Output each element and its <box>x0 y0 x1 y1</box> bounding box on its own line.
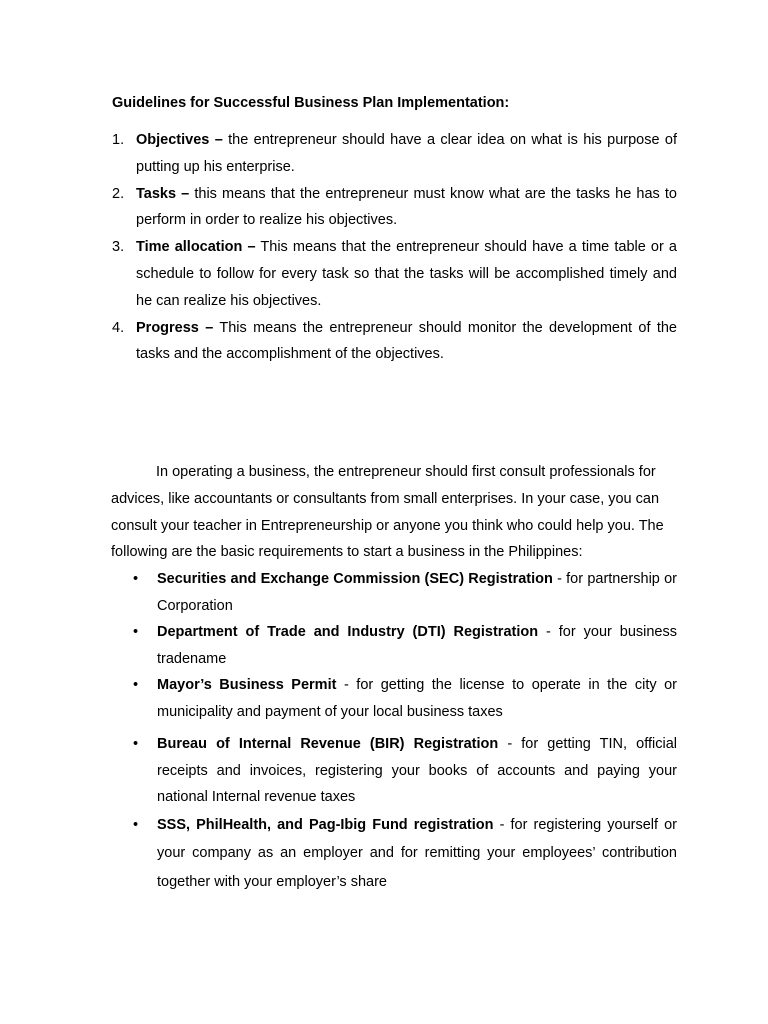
list-item-term: Objectives – <box>136 132 223 148</box>
bullet-marker: • <box>133 677 139 693</box>
section-heading: Guidelines for Successful Business Plan Implementation: <box>112 95 510 111</box>
intro-paragraph: In operating a business, the entrepreneur should first consult professionals for advices, like accountants or consultants from small enterprises. In your case, you can consult your teacher in Entrepreneurship or anyone you think who could help you. The following are the basic requirements to start a business in the Philippines: <box>111 464 664 561</box>
list-item-term: Bureau of Internal Revenue (BIR) Registration <box>157 736 499 752</box>
guidelines-list <box>112 127 677 368</box>
bullet-marker: • <box>133 624 139 640</box>
list-item-term: Time allocation – <box>136 239 256 256</box>
list-item <box>112 127 677 181</box>
list-item <box>112 811 677 897</box>
list-item-term: Mayor’s Business Permit <box>157 677 337 693</box>
requirements-list <box>112 566 677 897</box>
list-item <box>112 619 677 672</box>
list-item <box>112 566 677 619</box>
list-item-text: This means that the entrepreneur should have a time table or a schedule to follow for every task so that the tasks will be accomplished timely and he can realize his objectives. <box>136 239 677 309</box>
list-number: 1. <box>112 132 125 148</box>
list-item-term: SSS, PhilHealth, and Pag-Ibig Fund registration <box>157 816 494 833</box>
list-item <box>112 731 677 811</box>
bullet-marker: • <box>133 736 139 752</box>
list-item <box>112 234 677 314</box>
list-number: 4. <box>112 319 125 336</box>
list-item-text: This means the entrepreneur should monitor the development of the tasks and the accomplishment of the objectives. <box>136 319 677 363</box>
list-item-text: - for getting TIN, official receipts and invoices, registering your books of accounts and paying your national Internal revenue taxes <box>157 736 677 805</box>
list-item-term: Department of Trade and Industry (DTI) Registration <box>157 624 539 640</box>
list-item-text: - for registering yourself or your company as an employer and for remitting your employees’ contribution together with your employer’s share <box>157 816 677 891</box>
bullet-marker: • <box>133 816 139 833</box>
list-item-text: this means that the entrepreneur must know what are the tasks he has to perform in order to realize his objectives. <box>136 185 677 229</box>
list-item-term: Securities and Exchange Commission (SEC) Registration <box>157 571 553 587</box>
list-item <box>112 181 677 235</box>
list-item-term: Tasks – <box>136 185 190 202</box>
list-number: 3. <box>112 239 125 256</box>
bullet-marker: • <box>133 571 139 587</box>
list-item-text: - for partnership or Corporation <box>157 571 677 614</box>
list-item <box>112 315 677 369</box>
list-item-text: the entrepreneur should have a clear idea on what is his purpose of putting up his enterprise. <box>136 132 678 175</box>
list-item-text: - for your business tradename <box>157 624 677 667</box>
list-item <box>112 672 677 725</box>
list-item-text: - for getting the license to operate in the city or municipality and payment of your local business taxes <box>157 677 678 720</box>
list-number: 2. <box>112 185 125 202</box>
list-item-term: Progress – <box>136 319 214 336</box>
